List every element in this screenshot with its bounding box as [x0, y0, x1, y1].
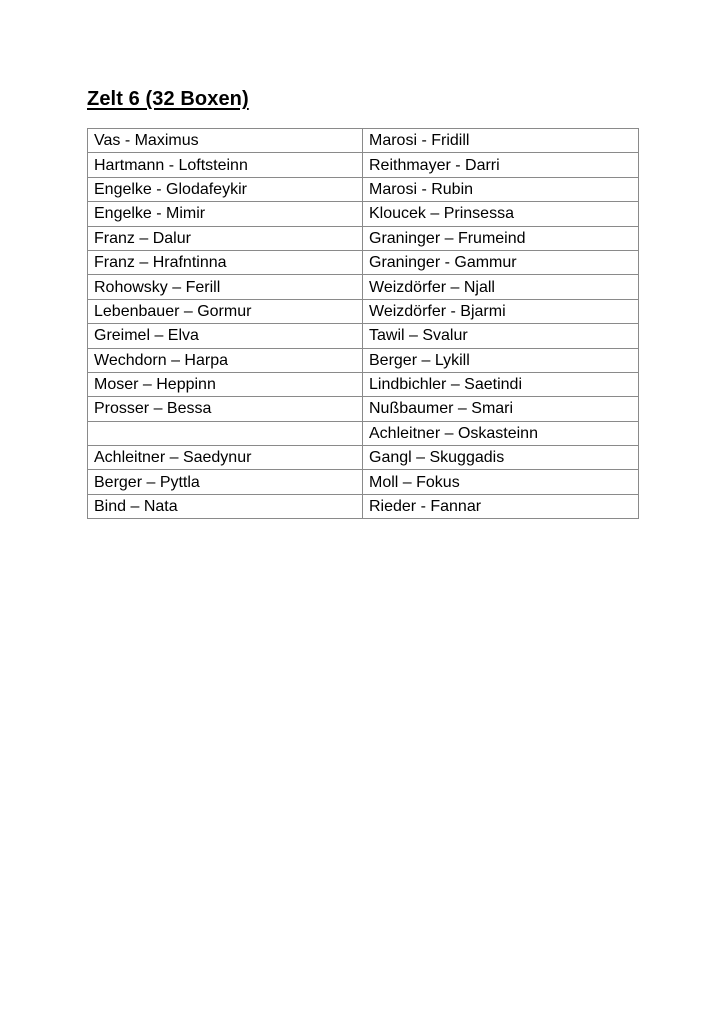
- table-cell-left: Greimel – Elva: [88, 324, 363, 348]
- table-row: [88, 250, 639, 274]
- table-body: [88, 129, 639, 519]
- table-cell-right: Reithmayer - Darri: [363, 153, 639, 177]
- table-cell-left: Engelke - Mimir: [88, 202, 363, 226]
- table-row: [88, 421, 639, 445]
- table-cell-right: Weizdörfer – Njall: [363, 275, 639, 299]
- table-cell-right: Gangl – Skuggadis: [363, 446, 639, 470]
- table-cell-left: Franz – Hrafntinna: [88, 250, 363, 274]
- table-cell-left: Engelke - Glodafeykir: [88, 177, 363, 201]
- table-cell-right: Achleitner – Oskasteinn: [363, 421, 639, 445]
- table-row: [88, 397, 639, 421]
- table-cell-right: Lindbichler – Saetindi: [363, 372, 639, 396]
- table-cell-right: Rieder - Fannar: [363, 494, 639, 518]
- table-cell-right: Graninger - Gammur: [363, 250, 639, 274]
- table-row: [88, 275, 639, 299]
- table-cell-left: Hartmann - Loftsteinn: [88, 153, 363, 177]
- table-cell-left: Wechdorn – Harpa: [88, 348, 363, 372]
- table-cell-right: Moll – Fokus: [363, 470, 639, 494]
- table-cell-right: Marosi - Fridill: [363, 129, 639, 153]
- table-cell-right: Kloucek – Prinsessa: [363, 202, 639, 226]
- table-row: [88, 153, 639, 177]
- table-cell-left: Berger – Pyttla: [88, 470, 363, 494]
- table-cell-right: Graninger – Frumeind: [363, 226, 639, 250]
- table-cell-right: Berger – Lykill: [363, 348, 639, 372]
- table-cell-left: [88, 421, 363, 445]
- table-cell-left: Franz – Dalur: [88, 226, 363, 250]
- box-assignment-table: [87, 128, 639, 519]
- table-row: [88, 129, 639, 153]
- table-row: [88, 324, 639, 348]
- table-row: [88, 177, 639, 201]
- table-row: [88, 226, 639, 250]
- table-cell-left: Prosser – Bessa: [88, 397, 363, 421]
- table-row: [88, 348, 639, 372]
- page-title: Zelt 6 (32 Boxen): [87, 88, 249, 110]
- table-cell-left: Bind – Nata: [88, 494, 363, 518]
- table-cell-left: Moser – Heppinn: [88, 372, 363, 396]
- table-row: [88, 470, 639, 494]
- table-row: [88, 202, 639, 226]
- table-row: [88, 299, 639, 323]
- table-cell-left: Vas - Maximus: [88, 129, 363, 153]
- table-cell-left: Lebenbauer – Gormur: [88, 299, 363, 323]
- table-cell-left: Achleitner – Saedynur: [88, 446, 363, 470]
- table-row: [88, 372, 639, 396]
- table-cell-right: Nußbaumer – Smari: [363, 397, 639, 421]
- table-row: [88, 494, 639, 518]
- table-cell-left: Rohowsky – Ferill: [88, 275, 363, 299]
- table-row: [88, 446, 639, 470]
- table-cell-right: Tawil – Svalur: [363, 324, 639, 348]
- table-cell-right: Weizdörfer - Bjarmi: [363, 299, 639, 323]
- table-cell-right: Marosi - Rubin: [363, 177, 639, 201]
